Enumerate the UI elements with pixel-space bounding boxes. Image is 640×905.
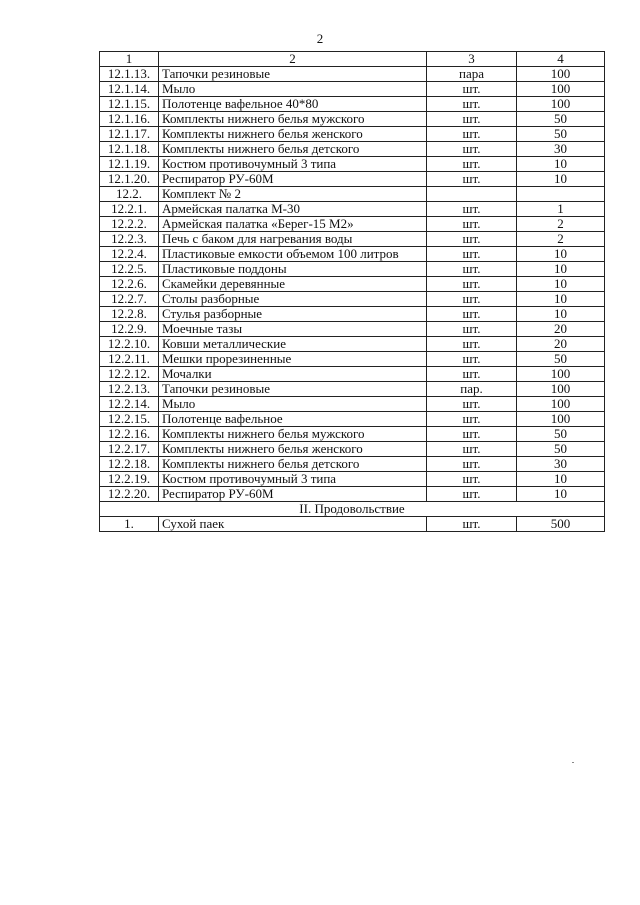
table-row: [100, 247, 605, 262]
quantity: 10: [517, 172, 605, 187]
row-number: 12.2.3.: [100, 232, 159, 247]
quantity: 50: [517, 442, 605, 457]
unit: шт.: [427, 457, 517, 472]
row-number: 12.2.10.: [100, 337, 159, 352]
item-name: Моечные тазы: [159, 322, 427, 337]
row-number: 12.1.20.: [100, 172, 159, 187]
quantity: 100: [517, 97, 605, 112]
row-number: 12.1.14.: [100, 82, 159, 97]
row-number: 12.1.19.: [100, 157, 159, 172]
unit: пара: [427, 67, 517, 82]
item-name: Армейская палатка М-30: [159, 202, 427, 217]
header-col-4: 4: [517, 52, 605, 67]
quantity: 30: [517, 457, 605, 472]
item-name: Комплекты нижнего белья детского: [159, 142, 427, 157]
item-name: Тапочки резиновые: [159, 382, 427, 397]
item-name: Пластиковые емкости объемом 100 литров: [159, 247, 427, 262]
quantity: 10: [517, 262, 605, 277]
section-row: [100, 502, 605, 517]
row-number: 12.1.16.: [100, 112, 159, 127]
quantity: 10: [517, 487, 605, 502]
quantity: 100: [517, 367, 605, 382]
unit: [427, 187, 517, 202]
quantity: 100: [517, 397, 605, 412]
unit: шт.: [427, 397, 517, 412]
table-row: [100, 292, 605, 307]
quantity: 10: [517, 472, 605, 487]
unit: шт.: [427, 142, 517, 157]
unit: шт.: [427, 202, 517, 217]
quantity: 500: [517, 517, 605, 532]
table-row: [100, 97, 605, 112]
quantity: 10: [517, 292, 605, 307]
item-name: Ковши металлические: [159, 337, 427, 352]
item-name: Комплекты нижнего белья женского: [159, 442, 427, 457]
header-col-3: 3: [427, 52, 517, 67]
row-number: 12.2.17.: [100, 442, 159, 457]
table-row: [100, 412, 605, 427]
item-name: Полотенце вафельное: [159, 412, 427, 427]
table-row: [100, 397, 605, 412]
unit: шт.: [427, 217, 517, 232]
unit: шт.: [427, 427, 517, 442]
unit: шт.: [427, 442, 517, 457]
section-title: II. Продовольствие: [100, 502, 605, 517]
table-row: [100, 307, 605, 322]
table-row: [100, 277, 605, 292]
unit: шт.: [427, 82, 517, 97]
row-number: 12.1.15.: [100, 97, 159, 112]
item-name: Скамейки деревянные: [159, 277, 427, 292]
unit: шт.: [427, 292, 517, 307]
item-name: Мыло: [159, 397, 427, 412]
row-number: 12.2.13.: [100, 382, 159, 397]
row-number: 1.: [100, 517, 159, 532]
unit: шт.: [427, 337, 517, 352]
row-number: 12.1.18.: [100, 142, 159, 157]
table-row: [100, 427, 605, 442]
table-row: [100, 187, 605, 202]
table-row: [100, 202, 605, 217]
item-name: Сухой паек: [159, 517, 427, 532]
item-name: Армейская палатка «Берег-15 М2»: [159, 217, 427, 232]
table-row: [100, 322, 605, 337]
table-body: [100, 67, 605, 532]
scan-speck: [572, 762, 574, 763]
row-number: 12.2.19.: [100, 472, 159, 487]
item-name: Мочалки: [159, 367, 427, 382]
quantity: 2: [517, 232, 605, 247]
table-row: [100, 67, 605, 82]
quantity: 100: [517, 412, 605, 427]
item-name: Тапочки резиновые: [159, 67, 427, 82]
unit: шт.: [427, 472, 517, 487]
unit: шт.: [427, 247, 517, 262]
unit: шт.: [427, 367, 517, 382]
unit: шт.: [427, 487, 517, 502]
table-row: [100, 172, 605, 187]
item-name: Стулья разборные: [159, 307, 427, 322]
unit: шт.: [427, 307, 517, 322]
unit: шт.: [427, 97, 517, 112]
row-number: 12.1.17.: [100, 127, 159, 142]
table-row: [100, 487, 605, 502]
item-name: Комплекты нижнего белья женского: [159, 127, 427, 142]
quantity: 1: [517, 202, 605, 217]
quantity: 50: [517, 352, 605, 367]
row-number: 12.2.1.: [100, 202, 159, 217]
unit: шт.: [427, 277, 517, 292]
item-name: Полотенце вафельное 40*80: [159, 97, 427, 112]
item-name: Комплекты нижнего белья детского: [159, 457, 427, 472]
table-row: [100, 337, 605, 352]
unit: шт.: [427, 322, 517, 337]
item-name: Комплекты нижнего белья мужского: [159, 427, 427, 442]
item-name: Комплект № 2: [159, 187, 427, 202]
table-row: [100, 517, 605, 532]
row-number: 12.2.16.: [100, 427, 159, 442]
quantity: 10: [517, 247, 605, 262]
unit: шт.: [427, 127, 517, 142]
quantity: 10: [517, 157, 605, 172]
quantity: 100: [517, 382, 605, 397]
table-row: [100, 367, 605, 382]
unit: шт.: [427, 412, 517, 427]
table-row: [100, 142, 605, 157]
unit: пар.: [427, 382, 517, 397]
item-name: Костюм противочумный 3 типа: [159, 157, 427, 172]
quantity: 50: [517, 112, 605, 127]
quantity: 30: [517, 142, 605, 157]
row-number: 12.2.: [100, 187, 159, 202]
table-row: [100, 82, 605, 97]
row-number: 12.2.6.: [100, 277, 159, 292]
table-row: [100, 457, 605, 472]
unit: шт.: [427, 262, 517, 277]
row-number: 12.2.15.: [100, 412, 159, 427]
quantity: 50: [517, 127, 605, 142]
unit: шт.: [427, 352, 517, 367]
unit: шт.: [427, 232, 517, 247]
page-number: 2: [316, 31, 324, 46]
row-number: 12.2.14.: [100, 397, 159, 412]
item-name: Костюм противочумный 3 типа: [159, 472, 427, 487]
unit: шт.: [427, 172, 517, 187]
item-name: Столы разборные: [159, 292, 427, 307]
quantity: 10: [517, 307, 605, 322]
table-row: [100, 262, 605, 277]
supplies-table: [99, 51, 605, 532]
row-number: 12.1.13.: [100, 67, 159, 82]
row-number: 12.2.4.: [100, 247, 159, 262]
item-name: Мешки прорезиненные: [159, 352, 427, 367]
quantity: 2: [517, 217, 605, 232]
item-name: Респиратор РУ-60М: [159, 487, 427, 502]
quantity: 20: [517, 322, 605, 337]
item-name: Респиратор РУ-60М: [159, 172, 427, 187]
table-row: [100, 442, 605, 457]
table-row: [100, 232, 605, 247]
unit: шт.: [427, 112, 517, 127]
quantity: [517, 187, 605, 202]
quantity: 10: [517, 277, 605, 292]
row-number: 12.2.12.: [100, 367, 159, 382]
header-col-2: 2: [159, 52, 427, 67]
item-name: Комплекты нижнего белья мужского: [159, 112, 427, 127]
row-number: 12.2.2.: [100, 217, 159, 232]
quantity: 50: [517, 427, 605, 442]
table-row: [100, 157, 605, 172]
row-number: 12.2.8.: [100, 307, 159, 322]
header-col-1: 1: [100, 52, 159, 67]
table-row: [100, 382, 605, 397]
item-name: Мыло: [159, 82, 427, 97]
row-number: 12.2.9.: [100, 322, 159, 337]
table-row: [100, 472, 605, 487]
quantity: 20: [517, 337, 605, 352]
row-number: 12.2.20.: [100, 487, 159, 502]
row-number: 12.2.11.: [100, 352, 159, 367]
table-row: [100, 112, 605, 127]
header-row: [100, 52, 605, 67]
table-row: [100, 217, 605, 232]
quantity: 100: [517, 67, 605, 82]
quantity: 100: [517, 82, 605, 97]
unit: шт.: [427, 517, 517, 532]
item-name: Пластиковые поддоны: [159, 262, 427, 277]
row-number: 12.2.18.: [100, 457, 159, 472]
row-number: 12.2.7.: [100, 292, 159, 307]
row-number: 12.2.5.: [100, 262, 159, 277]
unit: шт.: [427, 157, 517, 172]
table-row: [100, 127, 605, 142]
item-name: Печь с баком для нагревания воды: [159, 232, 427, 247]
table-row: [100, 352, 605, 367]
